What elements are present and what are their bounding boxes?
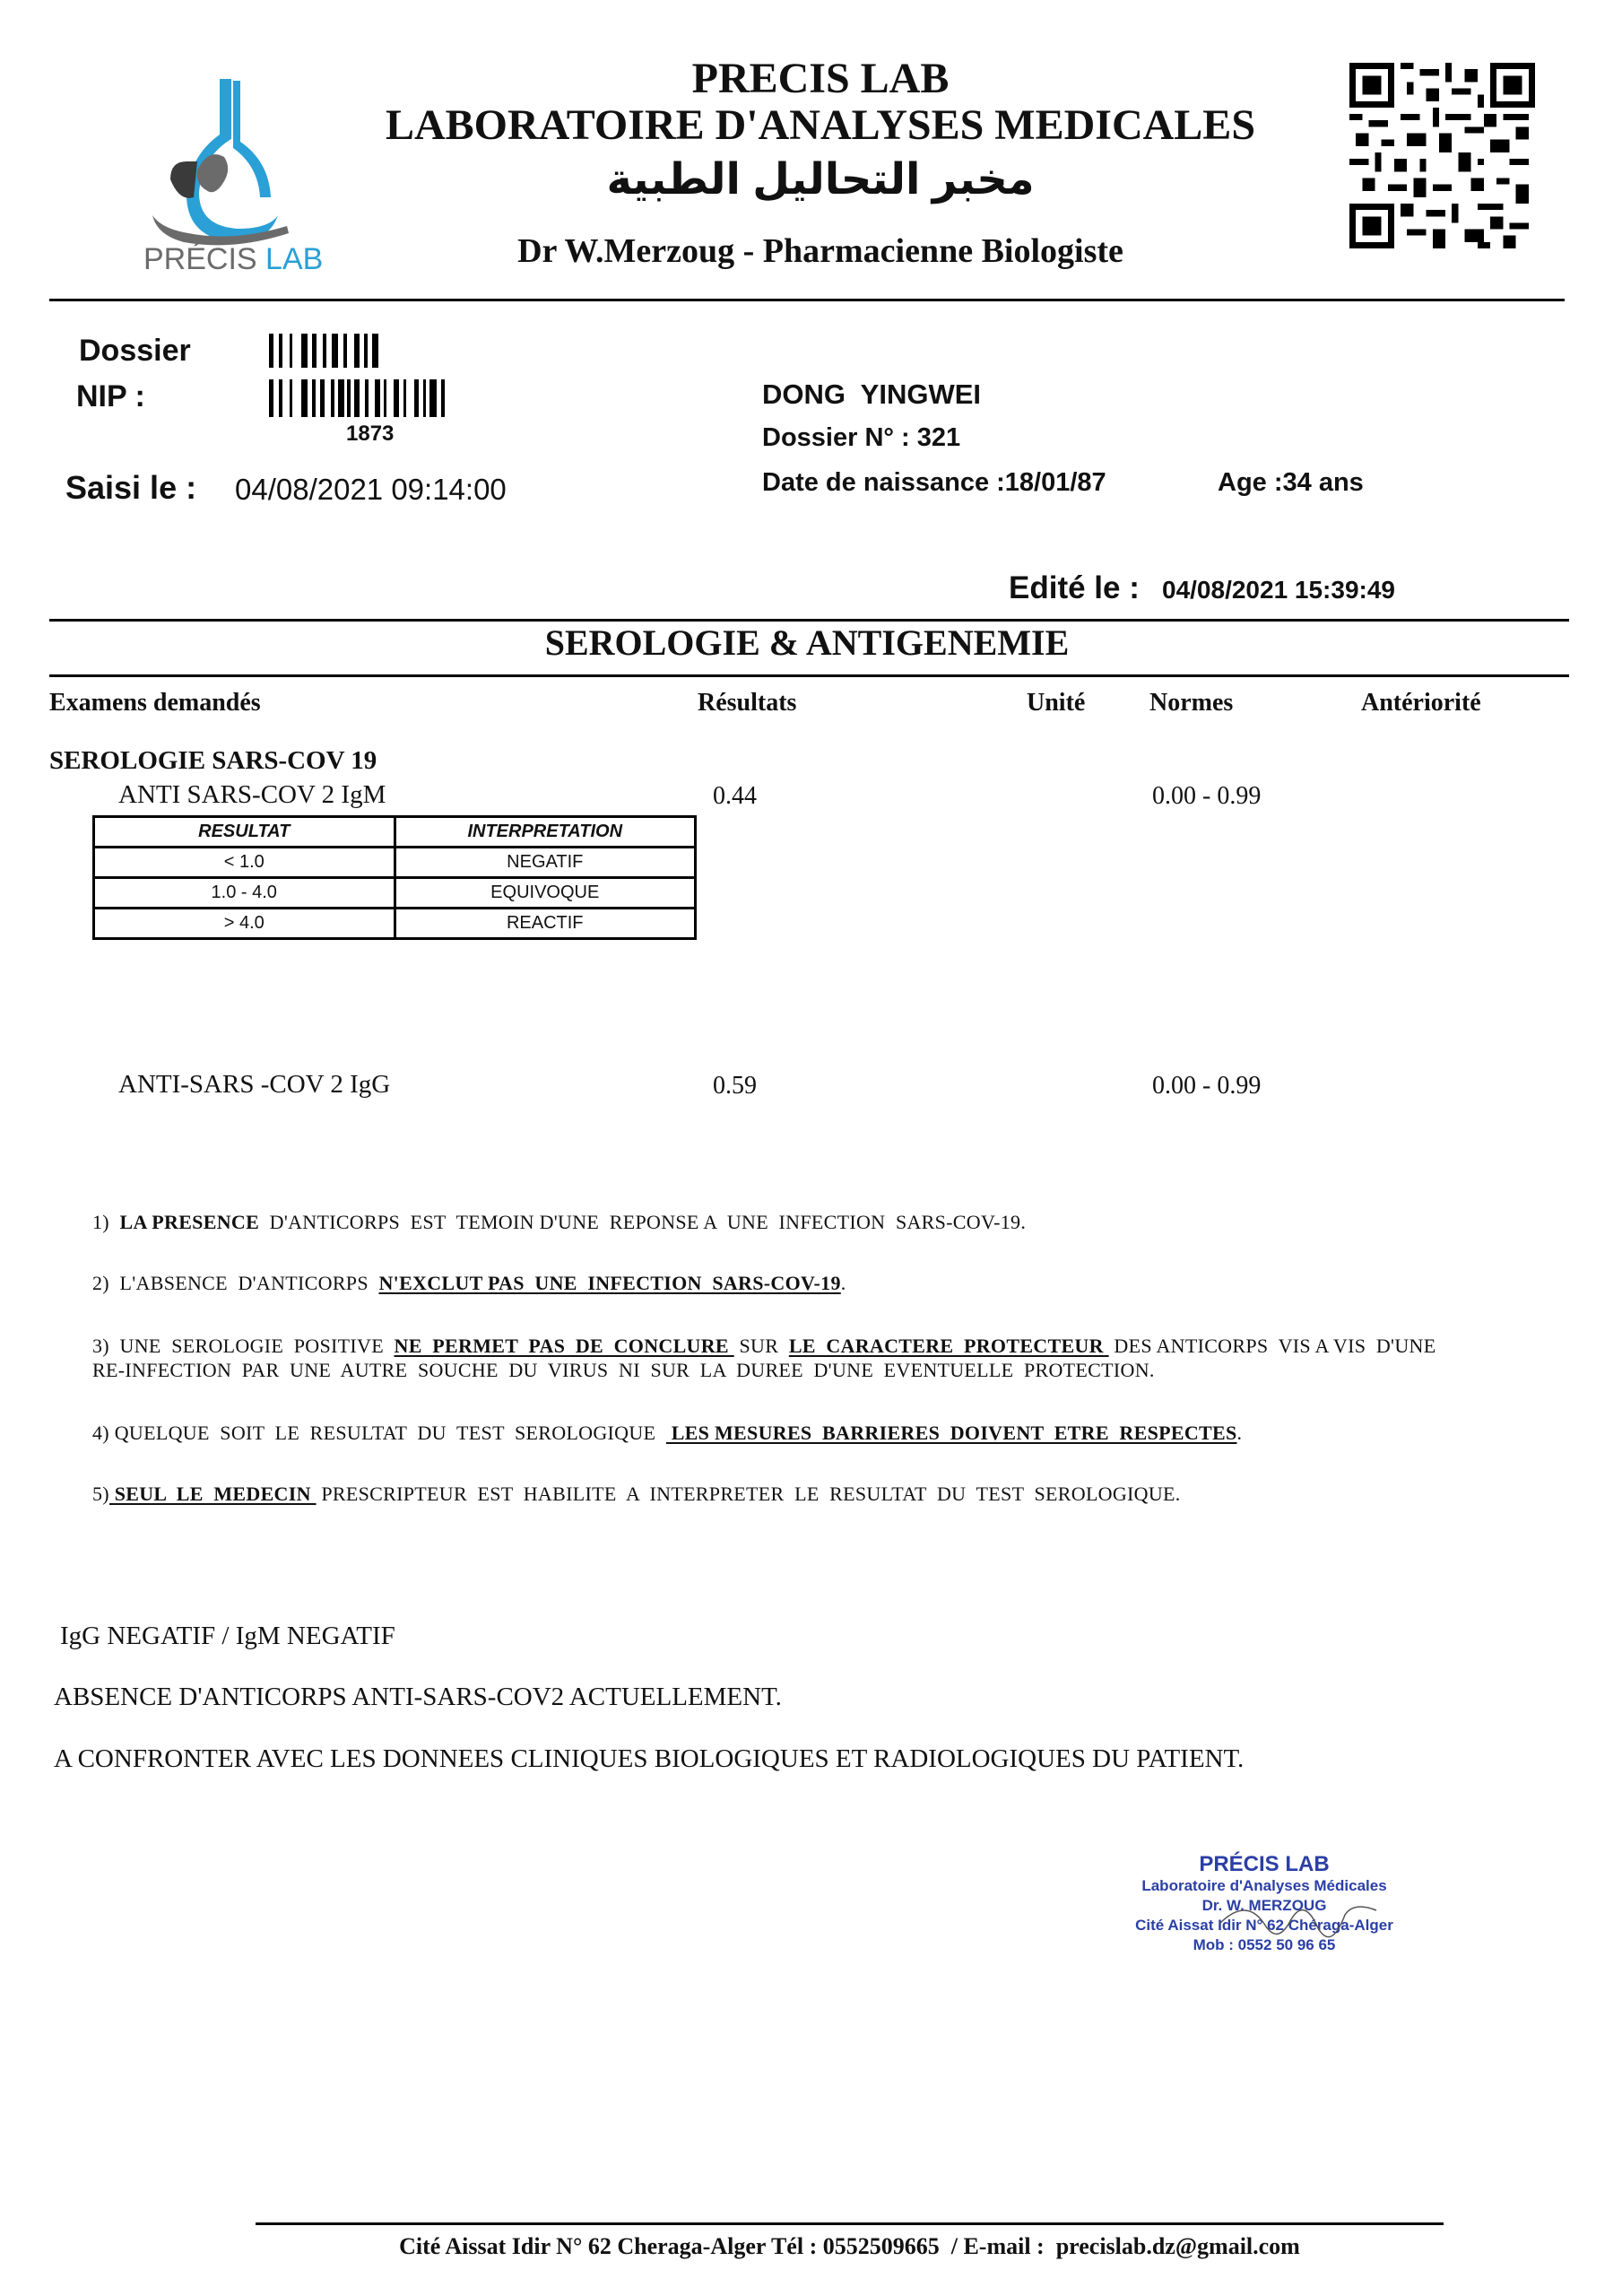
note-1 bbox=[92, 1211, 1026, 1234]
note-3 bbox=[92, 1335, 1436, 1358]
note-text: PRESCRIPTEUR EST HABILITE A INTERPRETER LE RESULTAT DU TEST SEROLOGIQUE. bbox=[316, 1483, 1181, 1505]
col-result: Résultats bbox=[698, 689, 797, 717]
interpretation-table bbox=[92, 815, 697, 940]
qr-code bbox=[1349, 63, 1535, 248]
stamp-line: Dr. W. MERZOUG bbox=[1201, 1897, 1327, 1914]
table-header-cell: INTERPRETATION bbox=[395, 817, 696, 848]
stamp-line: Mob : 0552 50 96 65 bbox=[1193, 1936, 1336, 1953]
col-previous: Antériorité bbox=[1361, 689, 1481, 717]
section-bottom-rule bbox=[49, 674, 1569, 677]
dossier-number: Dossier N° : 321 bbox=[762, 423, 961, 452]
table-cell: > 4.0 bbox=[94, 909, 395, 939]
note-emphasis: SEUL LE MEDECIN bbox=[108, 1483, 317, 1505]
header-divider bbox=[49, 299, 1565, 301]
qr-code-icon bbox=[1349, 63, 1535, 248]
stamp-line: Cité Aissat Idir N° 62 Chéraga-Alger bbox=[1135, 1917, 1393, 1934]
birth-date: Date de naissance :18/01/87 bbox=[762, 468, 1106, 497]
note-text: DES ANTICORPS VIS A VIS D'UNE bbox=[1108, 1335, 1436, 1357]
footer-rule bbox=[256, 2222, 1444, 2225]
lab-subtitle: LABORATOIRE D'ANALYSES MEDICALES bbox=[385, 101, 1256, 149]
col-norms: Normes bbox=[1149, 689, 1234, 717]
stamp-line: Laboratoire d'Analyses Médicales bbox=[1141, 1877, 1387, 1894]
test-name: ANTI SARS-COV 2 IgM bbox=[118, 780, 386, 809]
nip-number: 1873 bbox=[346, 422, 395, 446]
conclusion-line-1: IgG NEGATIF / IgM NEGATIF bbox=[60, 1622, 395, 1650]
table-header-row bbox=[94, 817, 696, 848]
logo-text-precis: PRÉCIS bbox=[143, 242, 257, 276]
lab-name: PRECIS LAB bbox=[691, 55, 950, 102]
col-unit: Unité bbox=[1027, 689, 1086, 717]
lab-stamp bbox=[1112, 1852, 1417, 1969]
logo-text-lab: LAB bbox=[265, 242, 324, 276]
note-text: D'ANTICORPS EST TEMOIN D'UNE REPONSE A UNE INFECTION SARS-COV-19. bbox=[259, 1211, 1027, 1233]
stamp-title: PRÉCIS LAB bbox=[1199, 1852, 1330, 1876]
note-text: 3) UNE SEROLOGIE POSITIVE bbox=[92, 1335, 395, 1357]
signature-icon bbox=[1210, 1888, 1390, 1960]
table-row bbox=[94, 878, 696, 909]
test-name: ANTI-SARS -COV 2 IgG bbox=[118, 1070, 391, 1099]
nip-label: NIP : bbox=[76, 379, 145, 413]
patient-age: Age :34 ans bbox=[1218, 468, 1364, 497]
group-title: SEROLOGIE SARS-COV 19 bbox=[49, 746, 377, 775]
table-row bbox=[94, 848, 696, 878]
patient-name: DONG YINGWEI bbox=[762, 378, 982, 410]
test-result: 0.59 bbox=[713, 1072, 757, 1100]
note-text: 1) bbox=[92, 1211, 120, 1233]
test-norms: 0.00 - 0.99 bbox=[1152, 1072, 1262, 1100]
note-text: SUR bbox=[733, 1335, 789, 1357]
table-cell: REACTIF bbox=[395, 909, 696, 939]
conclusion-line-3: A CONFRONTER AVEC LES DONNEES CLINIQUES BIOLOGIQUES ET RADIOLOGIQUES DU PATIENT. bbox=[54, 1744, 1245, 1773]
conclusion-line-2: ABSENCE D'ANTICORPS ANTI-SARS-COV2 ACTUELLEMENT. bbox=[54, 1683, 782, 1711]
note-emphasis: NE PERMET PAS DE CONCLURE bbox=[394, 1335, 734, 1357]
saisi-value: 04/08/2021 09:14:00 bbox=[235, 473, 507, 506]
doctor-name: Dr W.Merzoug - Pharmacienne Biologiste bbox=[517, 232, 1123, 270]
table-cell: EQUIVOQUE bbox=[395, 878, 696, 909]
test-norms: 0.00 - 0.99 bbox=[1152, 782, 1262, 810]
saisi-label: Saisi le : bbox=[65, 469, 197, 506]
note-emphasis: LES MESURES BARRIERES DOIVENT ETRE RESPECTES bbox=[665, 1422, 1237, 1444]
table-row bbox=[94, 909, 696, 939]
lab-logo bbox=[134, 72, 323, 274]
note-text: . bbox=[1236, 1422, 1243, 1444]
col-exam: Examens demandés bbox=[49, 689, 261, 717]
note-emphasis: N'EXCLUT PAS UNE INFECTION SARS-COV-19 bbox=[378, 1272, 841, 1294]
note-4 bbox=[92, 1422, 1242, 1445]
table-cell: NEGATIF bbox=[395, 848, 696, 878]
nip-barcode bbox=[269, 379, 445, 417]
note-emphasis: LE CARACTERE PROTECTEUR bbox=[788, 1335, 1109, 1357]
note-5 bbox=[92, 1483, 1181, 1506]
dossier-barcode bbox=[269, 334, 378, 368]
section-title: SEROLOGIE & ANTIGENEMIE bbox=[544, 622, 1070, 663]
note-2 bbox=[92, 1272, 846, 1295]
footer-address: Cité Aissat Idir N° 62 Cheraga-Alger Tél : 0552509665 / E-mail : precislab.dz@gmail.com bbox=[399, 2233, 1300, 2259]
edite-label: Edité le : bbox=[1009, 570, 1140, 605]
dossier-label: Dossier bbox=[79, 334, 191, 368]
note-text: 4) QUELQUE SOIT LE RESULTAT DU TEST SEROLOGIQUE bbox=[92, 1422, 666, 1444]
note-emphasis: LA PRESENCE bbox=[119, 1211, 260, 1233]
edite-value: 04/08/2021 15:39:49 bbox=[1162, 576, 1395, 604]
note-text: . bbox=[840, 1272, 846, 1294]
note-text: 2) L'ABSENCE D'ANTICORPS bbox=[92, 1272, 379, 1294]
test-result: 0.44 bbox=[713, 782, 757, 810]
table-cell: 1.0 - 4.0 bbox=[94, 878, 395, 909]
table-cell: < 1.0 bbox=[94, 848, 395, 878]
note-text: 5) bbox=[92, 1483, 109, 1505]
lab-arabic-name: مخبر التحاليل الطبية bbox=[606, 156, 1035, 204]
note-3-line-2: RE-INFECTION PAR UNE AUTRE SOUCHE DU VIRUS NI SUR LA DUREE D'UNE EVENTUELLE PROTECTION. bbox=[92, 1359, 1155, 1381]
table-header-cell: RESULTAT bbox=[94, 817, 395, 848]
